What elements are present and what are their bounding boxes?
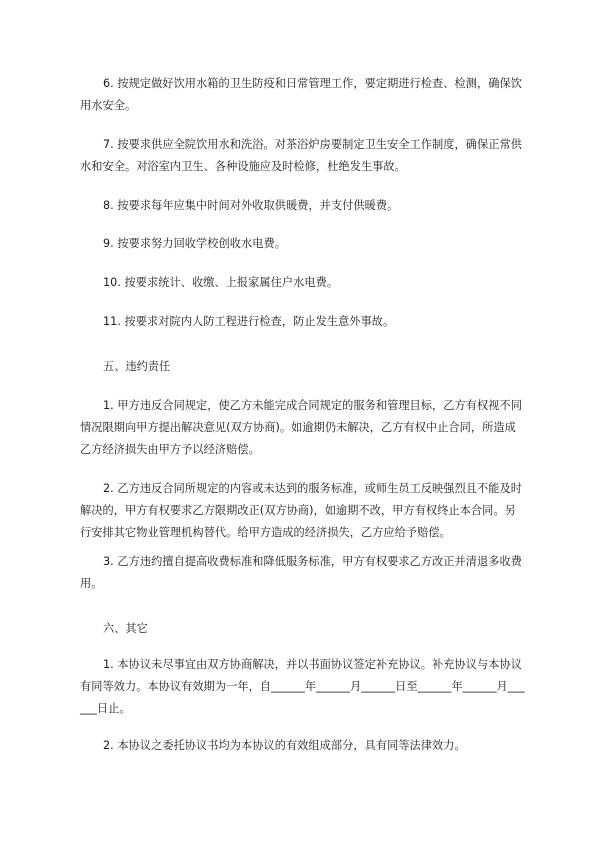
- clause-9: 9. 按要求努力回收学校创收水电费。: [103, 237, 286, 250]
- section-5-clause-2: 2. 乙方违反合同所规定的内容或未达到的服务标准，或师生员工反映强烈且不能及时解决的，甲方有权要求乙方限期改正(双方协商)，如逾期不改，甲方有权终止本合同。另行安排其它物业管理机构替代。给甲方造成的经济损失，乙方应给予赔偿。: [80, 482, 522, 539]
- clause-10: 10. 按要求统计、收缴、上报家属住户水电费。: [103, 276, 339, 289]
- section-5-clause-3: 3. 乙方违约擅自提高收费标准和降低服务标准，甲方有权要求乙方改正并清退多收费用。: [80, 555, 522, 590]
- section-6-clause-2: 2. 本协议之委托协议书均为本协议的有效组成部分，具有同等法律效力。: [103, 739, 466, 752]
- clause-7: 7. 按要求供应全院饮用水和洗浴。对茶浴炉房要制定卫生安全工作制度，确保正常供水和安全。对浴室内卫生、各种设施应及时检修，杜绝发生事故。: [80, 138, 522, 173]
- clause-11: 11. 按要求对院内人防工程进行检查，防止发生意外事故。: [103, 315, 395, 328]
- section-6-clause-1: 1. 本协议未尽事宜由双方协商解决，并以书面协议签定补充协议。补充协议与本协议有同等效力。本协议有效期为一年，自______年______月______日至______年______月______日止。: [80, 658, 525, 715]
- clause-8: 8. 按要求每年应集中时间对外收取供暖费，并支付供暖费。: [103, 199, 399, 212]
- section-5-title: 五、违约责任: [103, 360, 171, 373]
- section-6-title: 六、其它: [103, 622, 148, 635]
- clause-6: 6. 按规定做好饮用水箱的卫生防疫和日常管理工作，要定期进行检查、检测，确保饮用水安全。: [80, 77, 522, 112]
- section-5-clause-1: 1. 甲方违反合同规定，使乙方未能完成合同规定的服务和管理目标，乙方有权视不同情况限期向甲方提出解决意见(双方协商)。如逾期仍未解决，乙方有权中止合同，所造成乙方经济损失由甲方予以经济赔偿。: [80, 399, 522, 456]
